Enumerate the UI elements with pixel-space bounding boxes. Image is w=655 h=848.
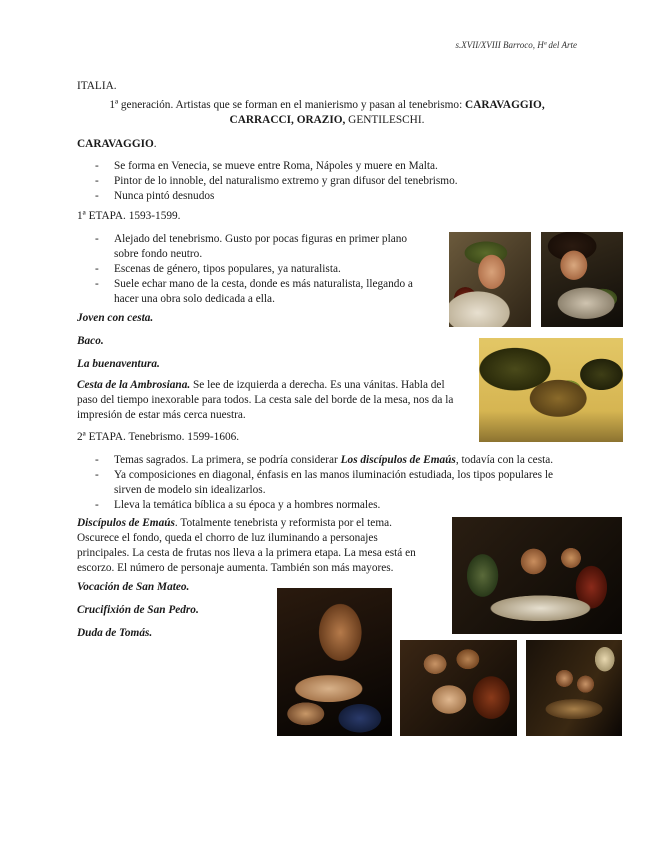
section-heading-italia: ITALIA. <box>77 80 117 92</box>
work-title: Vocación de San Mateo. <box>77 581 190 593</box>
running-header: s.XVII/XVIII Barroco, Hª del Arte <box>455 40 577 50</box>
list-item: - Escenas de género, tipos populares, ya naturalista. <box>95 263 341 275</box>
stage2-heading: 2ª ETAPA. Tenebrismo. 1599-1606. <box>77 431 240 443</box>
painting-basket-of-fruit-image <box>479 338 623 442</box>
painting-calling-of-saint-matthew-image <box>526 640 622 736</box>
painting-boy-bitten-by-lizard-image <box>541 232 623 327</box>
painting-incredulity-of-saint-thomas-image <box>400 640 517 736</box>
list-item: - Alejado del tenebrismo. Gusto por pocas figuras en primer plano sobre fondo neutro. <box>95 233 408 260</box>
painting-supper-at-emmaus-image <box>452 517 622 634</box>
list-item: - Nunca pintó desnudos <box>95 190 215 202</box>
painting-bacchus-image <box>449 232 531 327</box>
work-title: Crucifixión de San Pedro. <box>77 604 199 616</box>
artist-bullet-list <box>77 159 597 204</box>
artist-heading: CARAVAGGIO. <box>77 138 157 150</box>
stage2-bullet-list <box>77 453 597 513</box>
list-item: - Se forma en Venecia, se mueve entre Roma, Nápoles y muere en Malta. <box>95 160 438 172</box>
work-title: Joven con cesta. <box>77 312 154 324</box>
painting-crucifixion-of-saint-peter-image <box>277 588 392 736</box>
intro-line-1: 1ª generación. Artistas que se forman en el manierismo y pasan al tenebrismo: CARAVAGGIO, <box>109 99 545 111</box>
list-item: - Suele echar mano de la cesta, donde es más naturalista, llegando a hacer una obra solo dedicada a ella. <box>95 278 413 305</box>
stage1-bullet-list <box>77 232 447 307</box>
list-item: - Pintor de lo innoble, del naturalismo extremo y gran difusor del tenebrismo. <box>95 175 458 187</box>
list-item: - Ya composiciones en diagonal, énfasis en las manos iluminación estudiada, los tipos populares le sirven de modelo sin idealizarlos. <box>95 469 554 496</box>
stage1-heading: 1ª ETAPA. 1593-1599. <box>77 210 181 222</box>
work-title: Duda de Tomás. <box>77 627 153 639</box>
work-title: La buenaventura. <box>77 358 160 370</box>
intro-paragraph <box>77 98 577 128</box>
list-item: - Lleva la temática bíblica a su época y a hombres normales. <box>95 499 381 511</box>
intro-line-2: CARRACCI, ORAZIO, GENTILESCHI. <box>229 114 425 126</box>
list-item: - Temas sagrados. La primera, se podría considerar Los discípulos de Emaús, todavía con la cesta. <box>95 454 554 466</box>
emmaus-paragraph: Discípulos de Emaús. Totalmente tenebrista y reformista por el tema. Oscurece el fondo, queda el chorro de luz iluminando a personajes principales. La cesta de frutas nos lleva a la primera etapa. La mesa está en escorzo. El número de personaje aumenta. También son más mayores. <box>77 517 416 574</box>
ambrosiana-paragraph: Cesta de la Ambrosiana. Se lee de izquierda a derecha. Es una vánitas. Habla del paso del tiempo inexorable para todos. La cesta sale del borde de la mesa, nos da la impresión de estar más cerca nuestra. <box>77 379 454 421</box>
work-title: Baco. <box>77 335 104 347</box>
